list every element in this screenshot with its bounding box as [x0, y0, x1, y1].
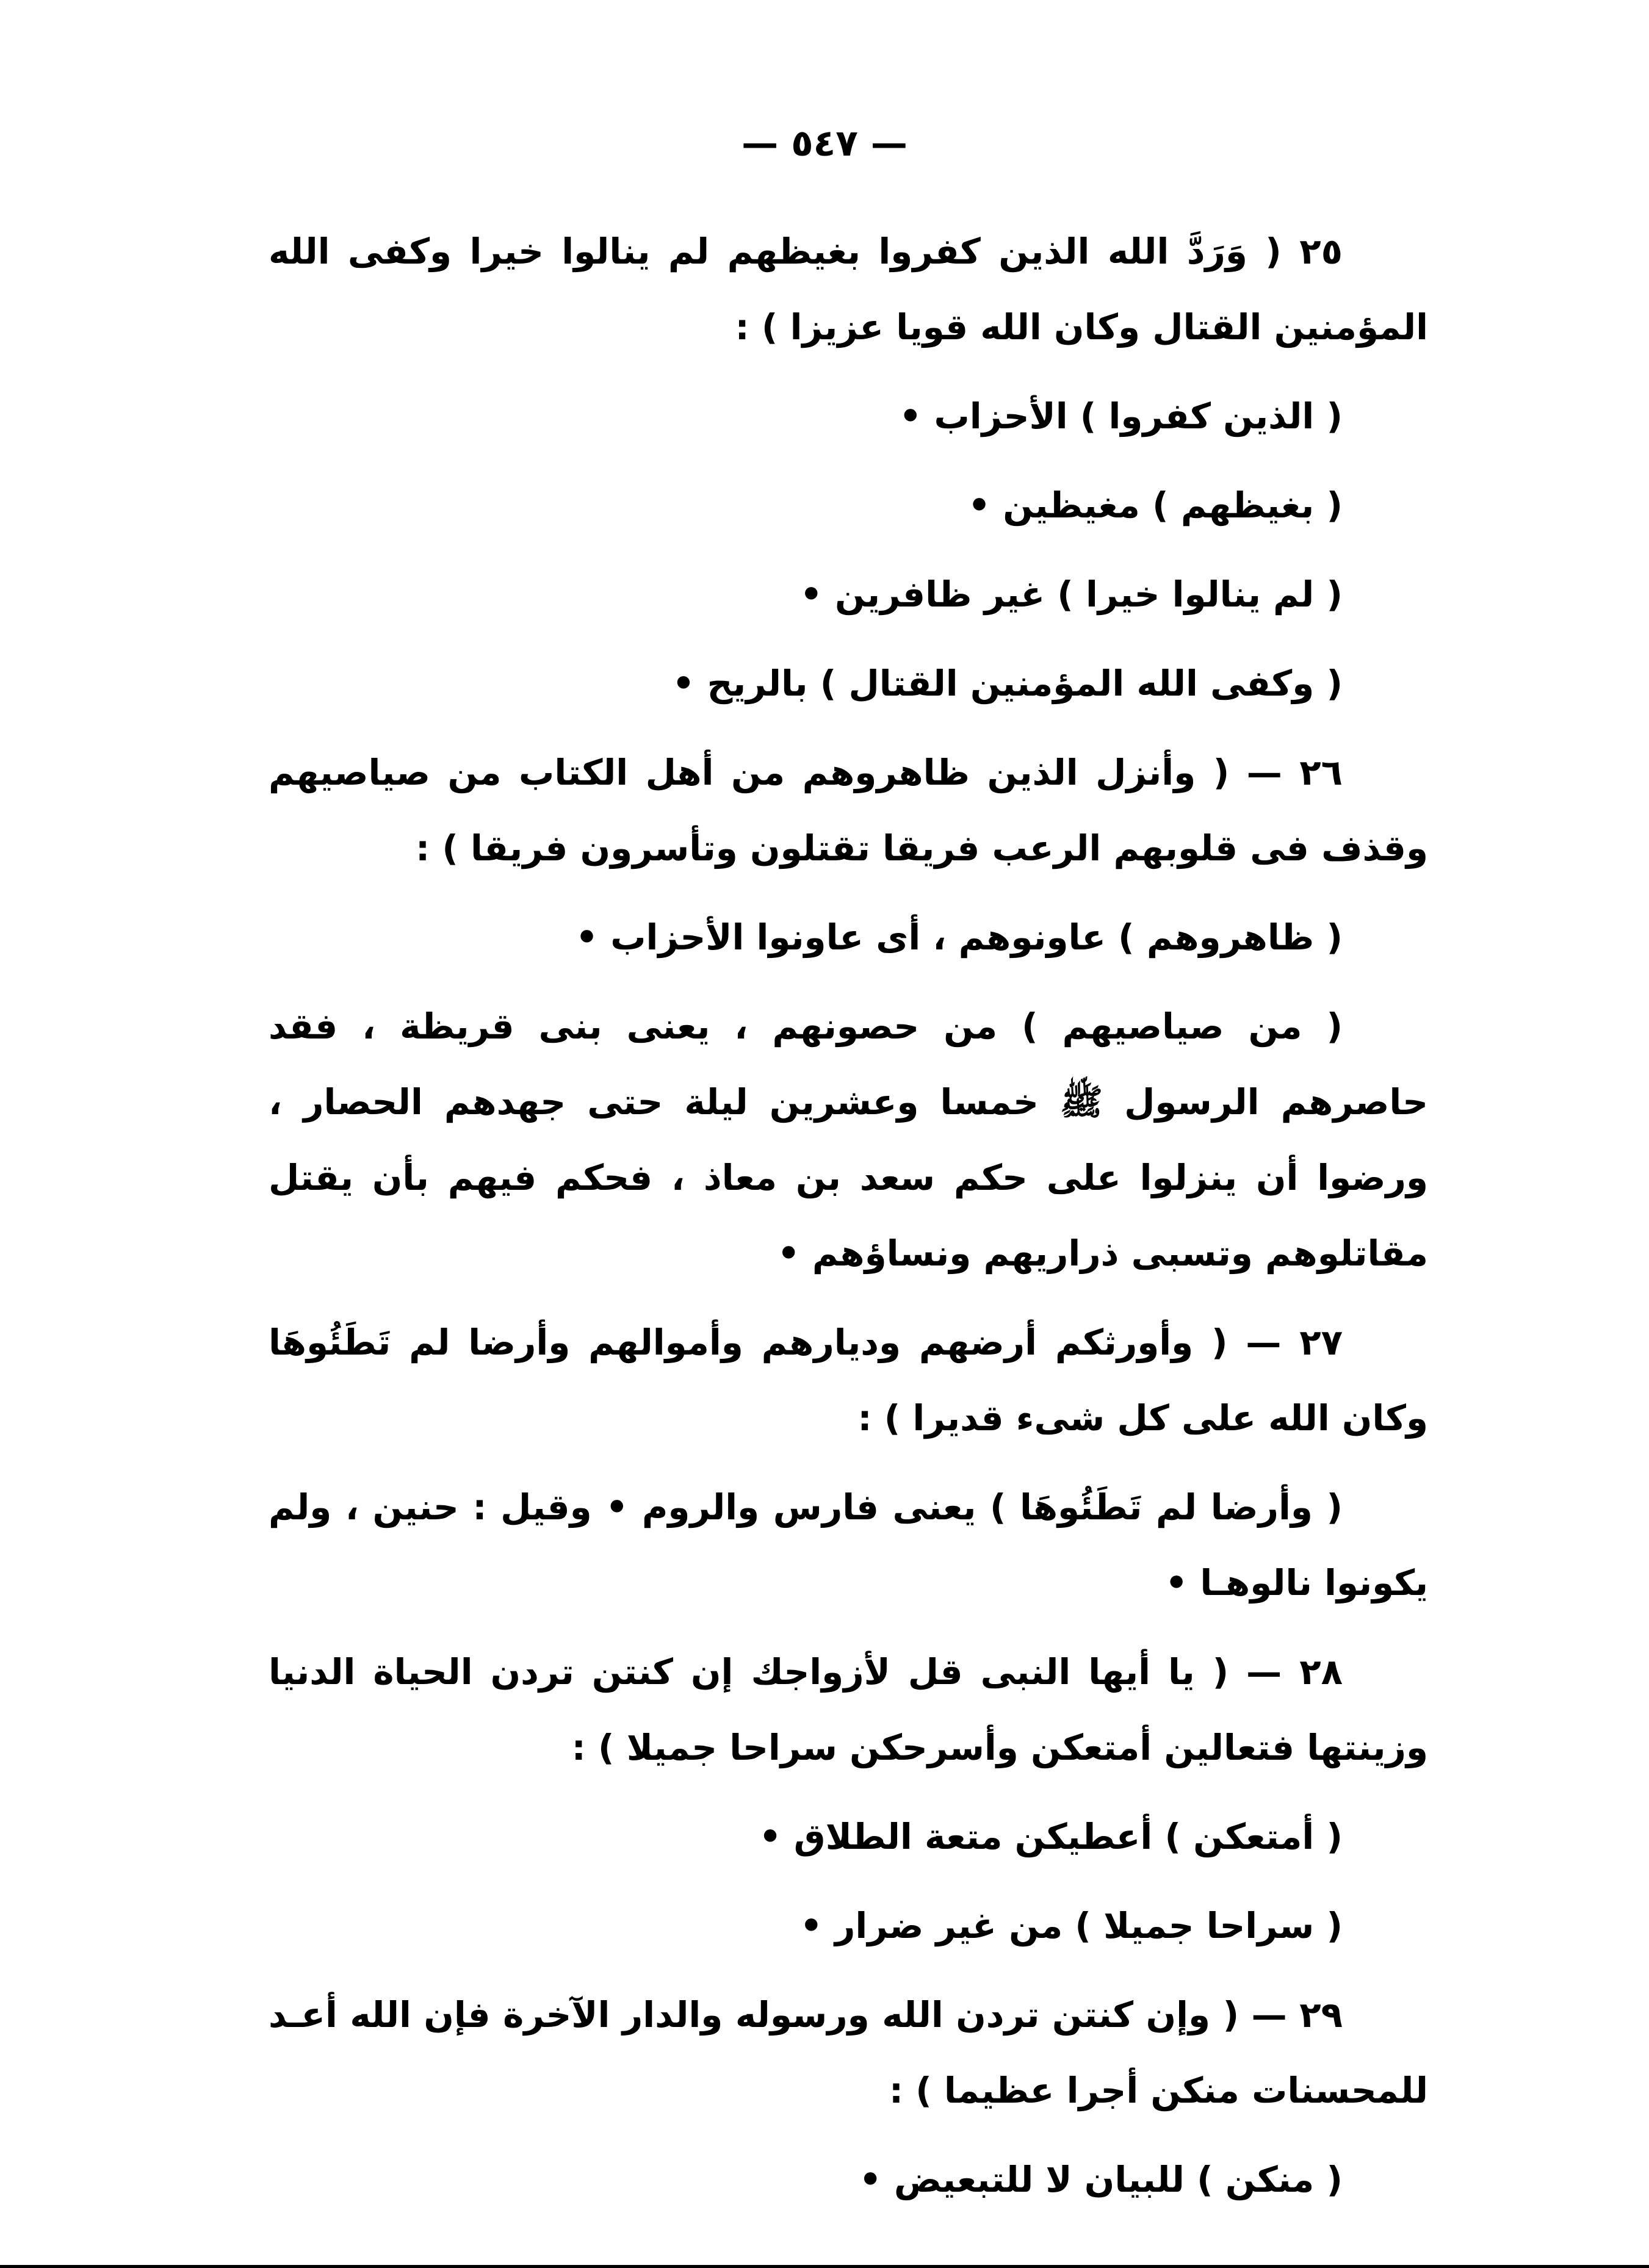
page-content [269, 214, 1428, 2231]
gloss-line: ( الذين كفروا ) الأحزاب • [899, 395, 1343, 437]
verse-25: ٢٥ ( وَرَدَّ الله الذين كفروا بغيظهم لم ينالوا خيرا وكفى الله المؤمنين القتال وكان الله قويا عزيزا ) : [269, 231, 1428, 348]
gloss-line: ( بغيظهم ) مغيظين • [967, 484, 1343, 526]
gloss-line: ( لم ينالوا خيرا ) غير ظافرين • [799, 574, 1343, 615]
gloss-line: ( سراحا جميلا ) من غير ضرار • [799, 1905, 1343, 1946]
commentary-paragraph: ( من صياصيهم ) من حصونهم ، يعنى بنى قريظة ، فقد حاصرهم الرسول ﷺ خمسا وعشرين ليلة حتى جهدهم الحصار ، ورضوا أن ينزلوا على حكم سعد بن معاذ ، فحكم فيهم بأن يقتل مقاتلوهم وتسبى ذراريهم ونساؤهم • [269, 1006, 1428, 1274]
bottom-border-line [0, 2265, 1649, 2268]
verse-28: ٢٨ — ( يا أيها النبى قل لأزواجك إن كنتن تردن الحياة الدنيا وزينتها فتعالين أمتعكن وأسرحكن سراحا جميلا ) : [269, 1651, 1428, 1768]
verse-26: ٢٦ — ( وأنزل الذين ظاهروهم من أهل الكتاب من صياصيهم وقذف فى قلوبهم الرعب فريقا تقتلون وتأسرون فريقا ) : [269, 752, 1428, 869]
gloss-line: ( ظاهروهم ) عاونوهم ، أى عاونوا الأحزاب • [575, 916, 1343, 958]
gloss-line: ( وكفى الله المؤمنين القتال ) بالريح • [672, 663, 1343, 704]
verse-29: ٢٩ — ( وإن كنتن تردن الله ورسوله والدار الآخرة فإن الله أعـد للمحسنات منكن أجرا عظيما ) : [269, 1994, 1428, 2111]
verse-27: ٢٧ — ( وأورثكم أرضهم وديارهم وأموالهم وأرضا لم تَطَئُوهَا وكان الله على كل شىء قديرا ) : [269, 1322, 1428, 1439]
page-number: — ٥٤٧ — [742, 122, 907, 165]
commentary-paragraph: ( وأرضا لم تَطَئُوهَا ) يعنى فارس والروم • وقيل : حنين ، ولم يكونوا نالوهـا • [269, 1486, 1428, 1604]
gloss-line: ( أمتعكن ) أعطيكن متعة الطلاق • [759, 1816, 1343, 1857]
gloss-line: ( منكن ) للبيان لا للتبعيض • [859, 2159, 1343, 2200]
